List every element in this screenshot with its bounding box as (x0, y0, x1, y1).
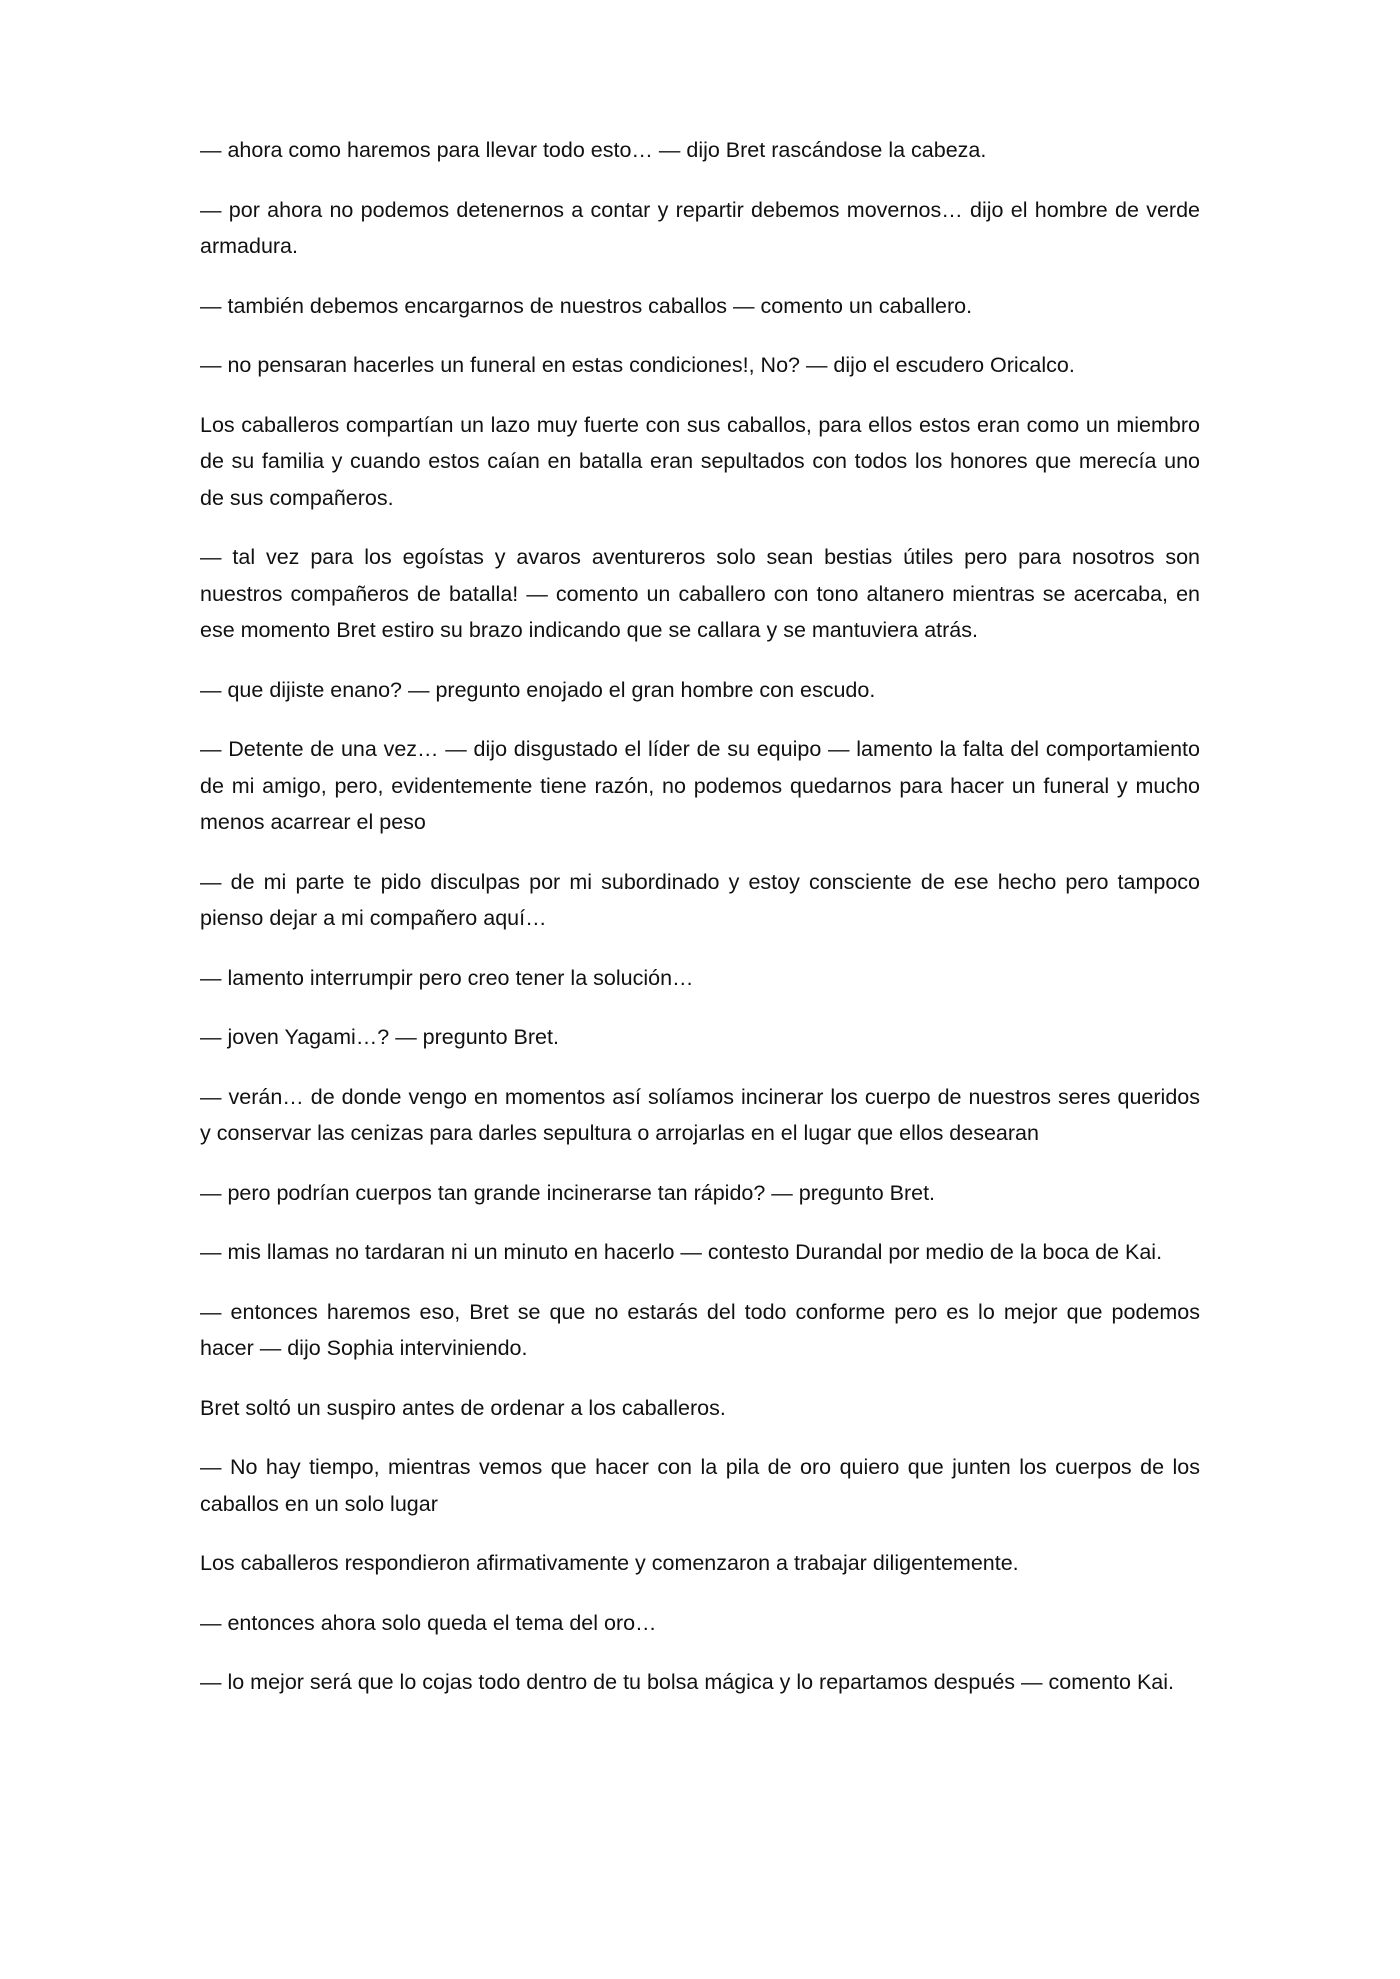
paragraph: — entonces ahora solo queda el tema del oro… (200, 1610, 657, 1635)
paragraph: — entonces haremos eso, Bret se que no estarás del todo conforme pero es lo mejor que podemos hacer — dijo Sophia interviniendo. (200, 1299, 1200, 1360)
paragraph: — mis llamas no tardaran ni un minuto en hacerlo — contesto Durandal por medio de la boca de Kai. (200, 1240, 1163, 1264)
paragraph: — no pensaran hacerles un funeral en estas condiciones!, No? — dijo el escudero Oricalco. (200, 353, 1075, 377)
paragraph: — No hay tiempo, mientras vemos que hacer con la pila de oro quiero que junten los cuerpos de los caballos en un solo lugar (200, 1455, 1200, 1516)
paragraph: — verán… de donde vengo en momentos así solíamos incinerar los cuerpo de nuestros seres queridos y conservar las cenizas para darles sepultura o arrojarlas en el lugar que ellos desearan (200, 1084, 1200, 1145)
paragraph: — por ahora no podemos detenernos a contar y repartir debemos movernos… dijo el hombre de verde armadura. (200, 197, 1200, 258)
paragraph: Los caballeros respondieron afirmativamente y comenzaron a trabajar diligentemente. (200, 1551, 1019, 1575)
paragraph: — que dijiste enano? — pregunto enojado el gran hombre con escudo. (200, 677, 876, 702)
paragraph: — lo mejor será que lo cojas todo dentro de tu bolsa mágica y lo repartamos después — comento Kai. (200, 1670, 1174, 1694)
paragraph: Los caballeros compartían un lazo muy fuerte con sus caballos, para ellos estos eran como un miembro de su familia y cuando estos caían en batalla eran sepultados con todos los honores que merecía uno de sus compañeros. (200, 412, 1200, 510)
document-body (200, 132, 1200, 1724)
paragraph: — ahora como haremos para llevar todo esto… — dijo Bret rascándose la cabeza. (200, 138, 987, 162)
paragraph: — de mi parte te pido disculpas por mi subordinado y estoy consciente de ese hecho pero tampoco pienso dejar a mi compañero aquí… (200, 869, 1200, 930)
paragraph: — también debemos encargarnos de nuestros caballos — comento un caballero. (200, 293, 973, 318)
paragraph: — tal vez para los egoístas y avaros aventureros solo sean bestias útiles pero para nosotros son nuestros compañeros de batalla! — comento un caballero con tono altanero mientras se acercaba, en ese momento Bret estiro su brazo indicando que se callara y se mantuviera atrás. (200, 545, 1200, 642)
paragraph: Bret soltó un suspiro antes de ordenar a los caballeros. (200, 1395, 726, 1420)
paragraph: — joven Yagami…? — pregunto Bret. (200, 1025, 559, 1049)
paragraph: — lamento interrumpir pero creo tener la solución… (200, 965, 694, 990)
paragraph: — pero podrían cuerpos tan grande incinerarse tan rápido? — pregunto Bret. (200, 1180, 936, 1205)
paragraph: — Detente de una vez… — dijo disgustado el líder de su equipo — lamento la falta del comportamiento de mi amigo, pero, evidentemente tiene razón, no podemos quedarnos para hacer un funeral y mucho menos acarrear el peso (200, 737, 1200, 834)
